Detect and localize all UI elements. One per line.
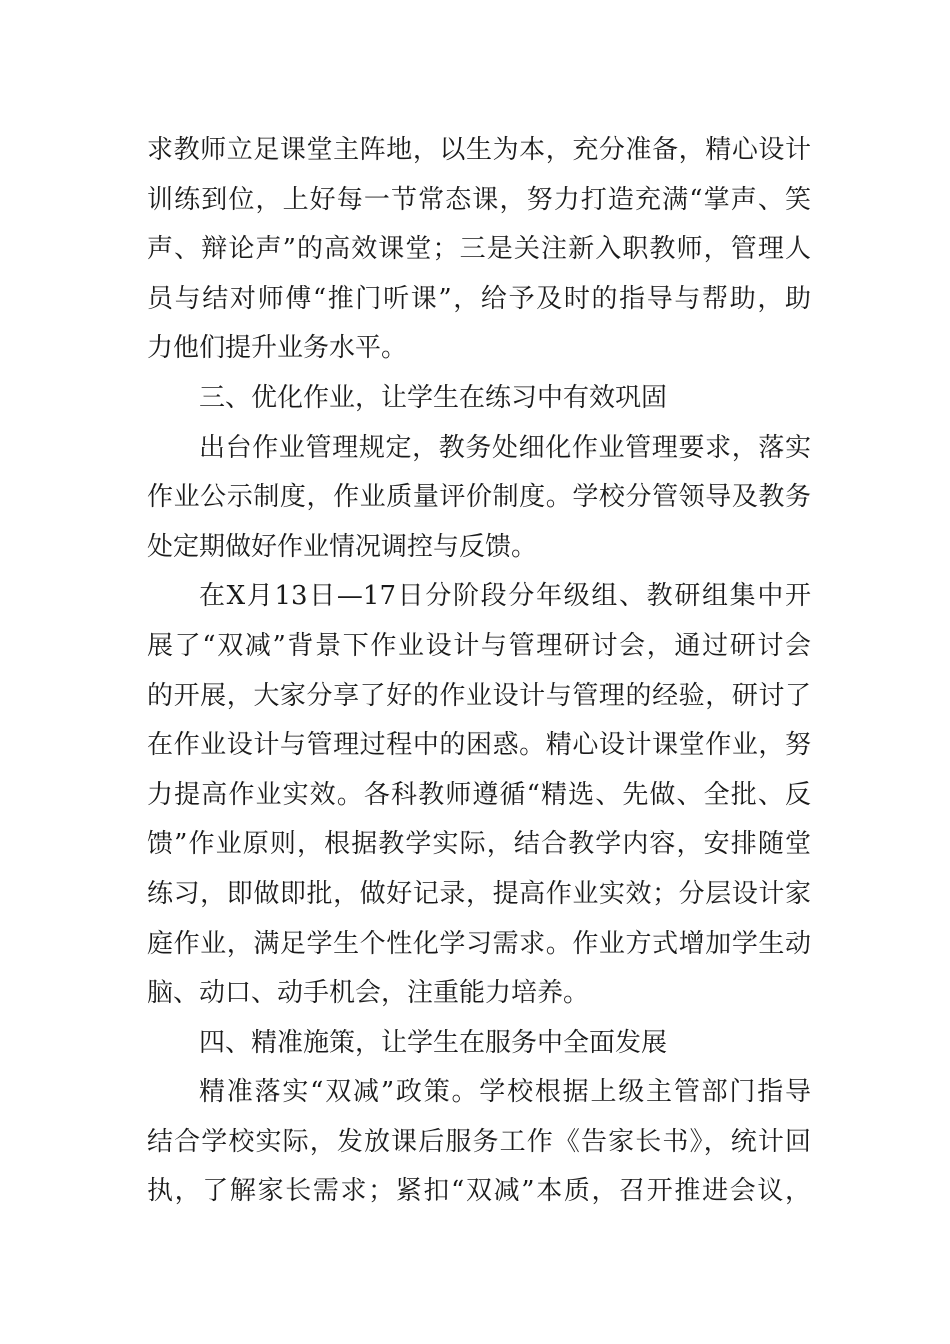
text-line: 力提高作业实效。各科教师遵循“精选、先做、全批、反: [147, 779, 811, 810]
text-line: 作业公示制度，作业质量评价制度。学校分管领导及教务: [147, 482, 811, 513]
text-line: 训练到位，上好每一节常态课，努力打造充满“掌声、笑: [147, 184, 811, 215]
section-heading-4: [147, 1019, 811, 1069]
text-line: 在作业设计与管理过程中的困惑。精心设计课堂作业，努: [147, 730, 811, 761]
text-line: 展了“双减”背景下作业设计与管理研讨会，通过研讨会: [147, 630, 811, 661]
paragraph-teaching-quality: [147, 126, 811, 374]
text-line: 馈”作业原则，根据教学实际，结合教学内容，安排随堂: [147, 829, 811, 860]
text-line: 力他们提升业务水平。: [147, 333, 408, 364]
text-line: 员与结对师傅“推门听课”，给予及时的指导与帮助，助: [147, 283, 811, 314]
text-line: 练习，即做即批，做好记录，提高作业实效；分层设计家: [147, 878, 811, 909]
text-line: 结合学校实际，发放课后服务工作《告家长书》，统计回: [147, 1126, 811, 1157]
text-line: 出台作业管理规定，教务处细化作业管理要求，落实: [199, 432, 811, 463]
heading-text: 三、优化作业，让学生在练习中有效巩固: [199, 382, 668, 413]
text-line: 执，了解家长需求；紧扣“双减”本质，召开推进会议，: [147, 1176, 811, 1207]
text-line: 庭作业，满足学生个性化学习需求。作业方式增加学生动: [147, 928, 811, 959]
paragraph-homework-rules: [147, 424, 811, 573]
heading-text: 四、精准施策，让学生在服务中全面发展: [199, 1027, 668, 1058]
section-heading-3: [147, 374, 811, 424]
text-line: 精准落实“双减”政策。学校根据上级主管部门指导: [199, 1077, 811, 1108]
text-line: 声、辩论声”的高效课堂；三是关注新入职教师，管理人: [147, 234, 811, 265]
document-page: [147, 126, 811, 1217]
text-line: 求教师立足课堂主阵地，以生为本，充分准备，精心设计: [147, 135, 811, 165]
text-line: 的开展，大家分享了好的作业设计与管理的经验，研讨了: [147, 680, 811, 711]
text-line: 脑、动口、动手机会，注重能力培养。: [147, 978, 590, 1009]
text-line: 在X月13日—17日分阶段分年级组、教研组集中开: [199, 581, 811, 612]
paragraph-double-reduction: [147, 1068, 811, 1217]
paragraph-homework-seminar: [147, 572, 811, 1018]
text-line: 处定期做好作业情况调控与反馈。: [147, 531, 538, 562]
